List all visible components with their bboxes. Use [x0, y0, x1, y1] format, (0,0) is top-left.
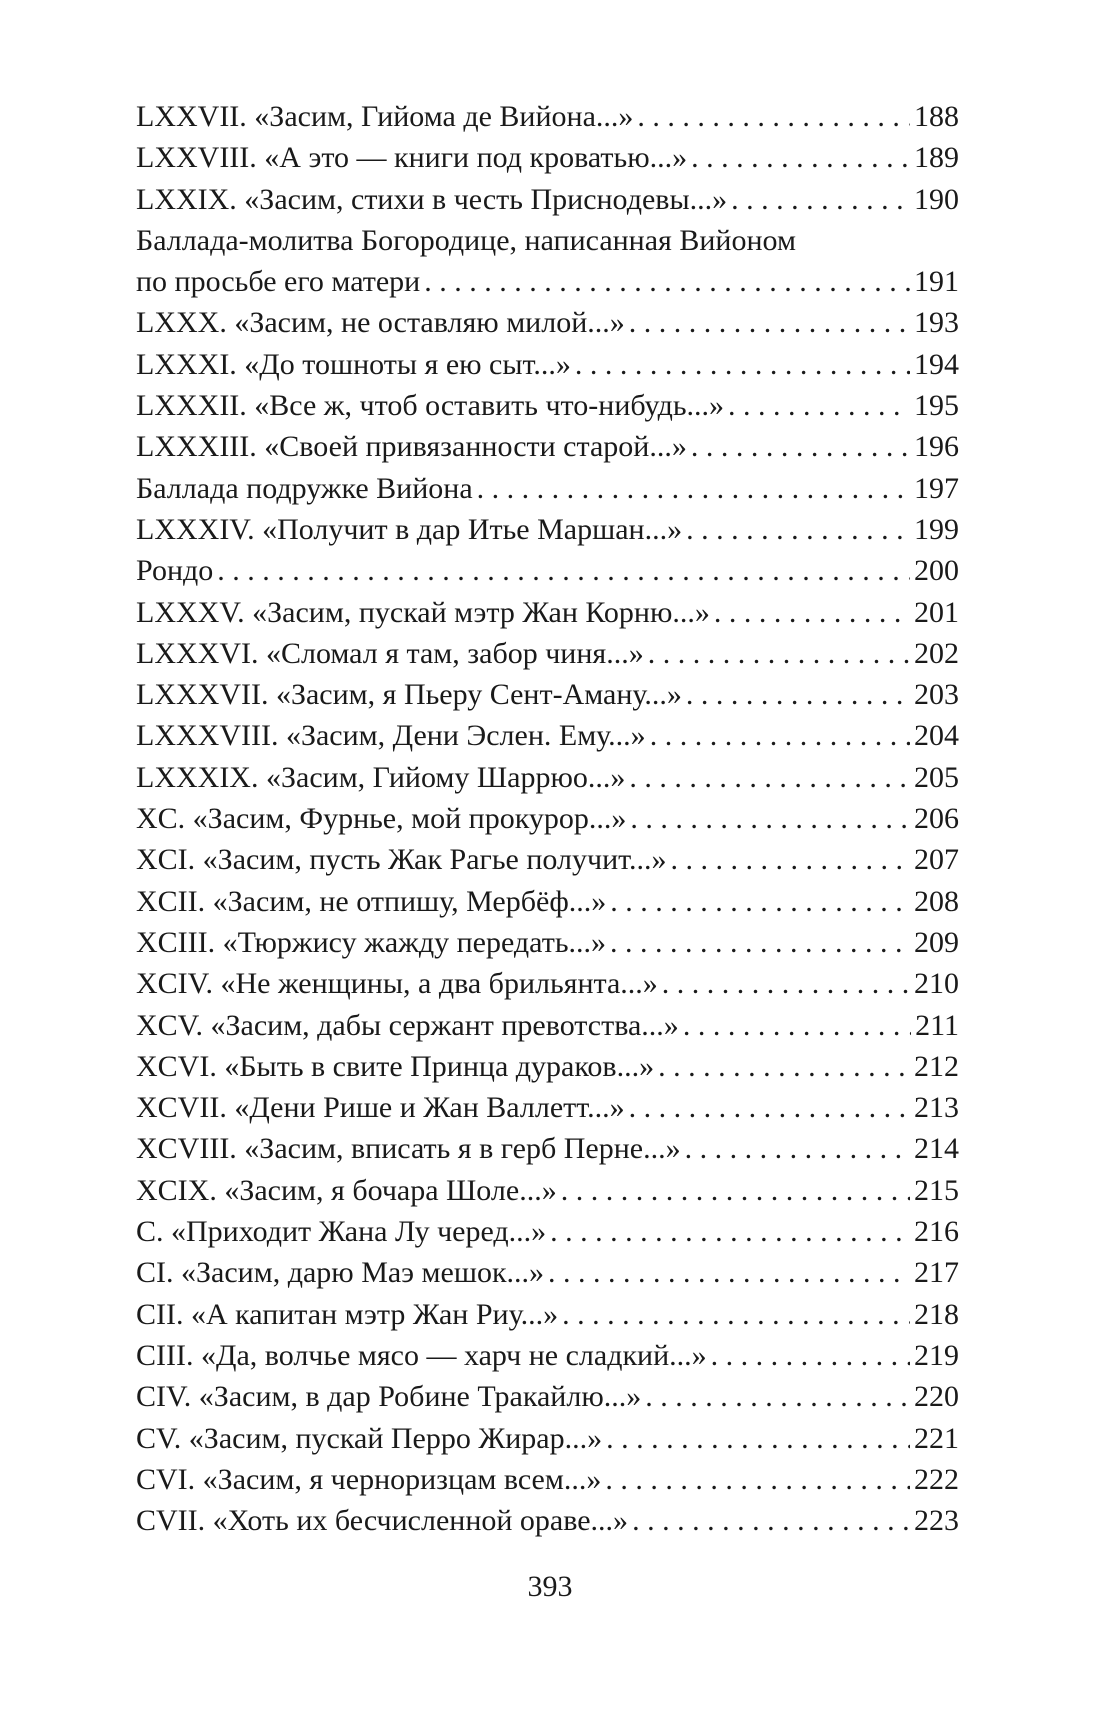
toc-entry-page: 202 [914, 636, 959, 670]
toc-entry-page: 205 [914, 760, 959, 794]
toc-entry-page: 223 [914, 1504, 959, 1538]
toc-entry-title: XCIV. «Не женщины, а два брильянта...» [136, 967, 658, 1001]
toc-entry-title: CVI. «Засим, я черноризцам всем...» [136, 1462, 602, 1496]
toc-entry-title: XCIII. «Тюржису жажду передать...» [136, 925, 607, 959]
toc-entry [136, 261, 959, 302]
dot-leader [645, 1376, 910, 1417]
dot-leader [686, 674, 910, 715]
dot-leader [605, 1459, 910, 1500]
toc-entry [136, 1500, 959, 1541]
dot-leader [670, 839, 910, 880]
dot-leader [658, 1046, 910, 1087]
toc-entry-page: 208 [914, 884, 959, 918]
toc-entry-title: XCII. «Засим, не отпишу, Мербёф...» [136, 884, 607, 918]
dot-leader [728, 385, 910, 426]
toc-entry-page: 194 [914, 347, 959, 381]
toc-entry [136, 757, 959, 798]
toc-entry-title: CI. «Засим, дарю Маэ мешок...» [136, 1256, 545, 1290]
toc-entry-title: XCI. «Засим, пусть Жак Рагье получит...» [136, 843, 667, 877]
toc-entry [136, 798, 959, 839]
toc-entry-page: 199 [914, 512, 959, 546]
dot-leader [561, 1170, 910, 1211]
dot-leader [630, 798, 910, 839]
toc-entry [136, 881, 959, 922]
toc-entry [136, 674, 959, 715]
dot-leader [686, 509, 910, 550]
dot-leader [662, 963, 910, 1004]
toc-entry-page: 217 [914, 1256, 959, 1290]
toc-entry [136, 922, 959, 963]
toc-entry-title: Баллада подружке Вийона [136, 471, 473, 505]
dot-leader [217, 550, 910, 591]
toc-entry-title: XCV. «Засим, дабы сержант превотства...» [136, 1008, 679, 1042]
toc-entry-page: 213 [914, 1091, 959, 1125]
toc-entry-page: 222 [914, 1462, 959, 1496]
toc-entry [136, 426, 959, 467]
toc-entry [136, 1211, 959, 1252]
toc-entry-title: CV. «Засим, пускай Перро Жирар...» [136, 1421, 603, 1455]
dot-leader [629, 1087, 910, 1128]
toc-entry-title: XC. «Засим, Фурнье, мой прокурор...» [136, 802, 627, 836]
toc-entry-page: 219 [914, 1338, 959, 1372]
dot-leader [606, 1418, 910, 1459]
toc-entry-title: LXXXVII. «Засим, я Пьеру Сент-Аману...» [136, 678, 682, 712]
toc-entry-title: LXXVIII. «А это — книги под кроватью...» [136, 141, 688, 175]
dot-leader [548, 1252, 910, 1293]
toc-entry-page: 201 [914, 595, 959, 629]
toc-entry-page: 191 [914, 265, 959, 299]
dot-leader [685, 1128, 910, 1169]
toc-entry-title: LXXXVIII. «Засим, Дени Эслен. Ему...» [136, 719, 646, 753]
dot-leader [550, 1211, 910, 1252]
toc-entry [136, 1170, 959, 1211]
toc-entry-page: 216 [914, 1215, 959, 1249]
toc-entry [136, 468, 959, 509]
dot-leader [648, 633, 910, 674]
toc-entry-page: 200 [914, 554, 959, 588]
dot-leader [632, 1500, 910, 1541]
toc-entry [136, 137, 959, 178]
toc-entry-page: 215 [914, 1173, 959, 1207]
toc-entry-title: LXXX. «Засим, не оставляю милой...» [136, 306, 625, 340]
toc-entry [136, 1046, 959, 1087]
toc-entry-title: LXXXIII. «Своей привязанности старой...» [136, 430, 687, 464]
toc-entry-title: CIII. «Да, волчье мясо — харч не сладкий...» [136, 1338, 707, 1372]
toc-entry [136, 1252, 959, 1293]
toc-entry [136, 302, 959, 343]
table-of-contents [136, 96, 959, 1541]
toc-entry [136, 385, 959, 426]
toc-entry [136, 1459, 959, 1500]
toc-entry-page: 204 [914, 719, 959, 753]
toc-entry-page: 220 [914, 1380, 959, 1414]
dot-leader [610, 881, 910, 922]
toc-entry-title: XCIX. «Засим, я бочара Шоле...» [136, 1173, 557, 1207]
toc-entry-page: 190 [914, 182, 959, 216]
toc-entry-page: 214 [914, 1132, 959, 1166]
toc-entry-page: 221 [914, 1421, 959, 1455]
toc-entry [136, 509, 959, 550]
dot-leader [714, 592, 910, 633]
toc-entry-title: CVII. «Хоть их бесчисленной ораве...» [136, 1504, 629, 1538]
toc-entry-multiline [136, 220, 959, 303]
toc-entry-page: 218 [914, 1297, 959, 1331]
toc-entry-title: LXXXI. «До тошноты я ею сыт...» [136, 347, 571, 381]
dot-leader [477, 468, 910, 509]
toc-entry-page: 211 [915, 1008, 959, 1042]
toc-entry [136, 592, 959, 633]
toc-entry-page: 189 [914, 141, 959, 175]
dot-leader [683, 1005, 911, 1046]
toc-entry-title: XCVI. «Быть в свите Принца дураков...» [136, 1049, 655, 1083]
toc-entry-page: 207 [914, 843, 959, 877]
toc-entry [136, 550, 959, 591]
toc-entry-page: 203 [914, 678, 959, 712]
toc-entry [136, 1128, 959, 1169]
toc-entry [136, 633, 959, 674]
toc-entry-title: LXXVII. «Засим, Гийома де Вийона...» [136, 100, 634, 133]
page-number: 393 [527, 1570, 573, 1603]
dot-leader [562, 1294, 910, 1335]
toc-entry-title-line1: Баллада-молитва Богородице, написанная Вийоном [136, 223, 796, 257]
toc-entry [136, 963, 959, 1004]
toc-entry [136, 1087, 959, 1128]
toc-entry-title: LXXXII. «Все ж, чтоб оставить что-нибудь...» [136, 389, 725, 423]
dot-leader [575, 344, 910, 385]
toc-entry-title: LXXXIX. «Засим, Гийому Шаррюо...» [136, 760, 626, 794]
toc-entry [136, 1418, 959, 1459]
toc-entry-title: LXXXIV. «Получит в дар Итье Маршан...» [136, 512, 683, 546]
dot-leader [637, 96, 910, 137]
toc-entry [136, 179, 959, 220]
toc-entry-title: CII. «А капитан мэтр Жан Риу...» [136, 1297, 559, 1331]
toc-entry-page: 195 [914, 389, 959, 423]
dot-leader [610, 922, 910, 963]
toc-entry-page: 210 [914, 967, 959, 1001]
toc-entry-page: 188 [914, 100, 959, 133]
toc-entry [136, 1005, 959, 1046]
toc-entry-title: LXXXVI. «Сломал я там, забор чиня...» [136, 636, 644, 670]
toc-entry-page: 193 [914, 306, 959, 340]
toc-entry-title: LXXXV. «Засим, пускай мэтр Жан Корню...» [136, 595, 710, 629]
toc-entry-title: LXXIX. «Засим, стихи в честь Приснодевы...» [136, 182, 728, 216]
toc-entry-title: XCVIII. «Засим, вписать я в герб Перне...» [136, 1132, 681, 1166]
toc-entry [136, 1376, 959, 1417]
dot-leader [650, 715, 910, 756]
toc-entry [136, 344, 959, 385]
toc-entry-page: 206 [914, 802, 959, 836]
toc-entry [136, 1294, 959, 1335]
toc-entry-title: CIV. «Засим, в дар Робине Тракайлю...» [136, 1380, 642, 1414]
toc-entry-title: Рондо [136, 554, 214, 588]
toc-entry-title: по просьбе его матери [136, 265, 421, 299]
toc-entry-page: 197 [914, 471, 959, 505]
toc-entry [136, 715, 959, 756]
toc-entry-page: 196 [914, 430, 959, 464]
toc-entry-page: 212 [914, 1049, 959, 1083]
dot-leader [691, 426, 910, 467]
toc-entry-title: C. «Приходит Жана Лу черед...» [136, 1215, 547, 1249]
toc-entry-page: 209 [914, 925, 959, 959]
dot-leader [629, 302, 910, 343]
dot-leader [711, 1335, 910, 1376]
toc-entry [136, 1335, 959, 1376]
dot-leader [424, 261, 910, 302]
toc-entry [136, 96, 959, 137]
dot-leader [629, 757, 910, 798]
toc-entry [136, 839, 959, 880]
dot-leader [731, 179, 910, 220]
toc-entry-title: XCVII. «Дени Рише и Жан Валлетт...» [136, 1091, 625, 1125]
dot-leader [691, 137, 910, 178]
